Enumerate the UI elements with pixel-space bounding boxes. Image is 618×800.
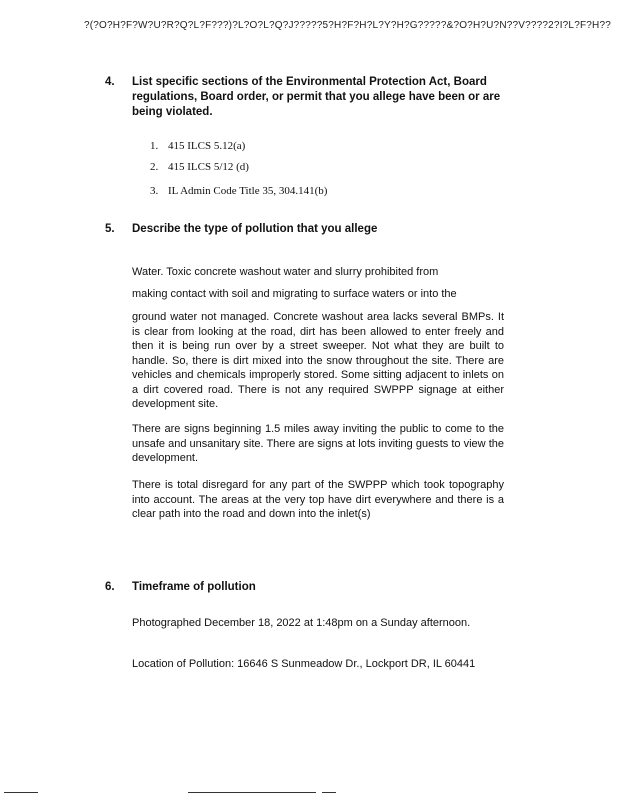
section-6-number: 6.: [105, 581, 115, 593]
pollution-paragraph-1: ground water not managed. Concrete washout area lacks several BMPs. It is clear from looking at the road, dirt has been allowed to enter freely and then it is being run over by a street sweeper. Not what they are built to handle. So, there is dirt mixed into the snow throughout the site. There are vehicles and chemicals improperly stored. Some sitting adjacent to inlets on a dirt covered road. There is not any required SWPPP signage at either development site.: [132, 311, 504, 410]
pollution-paragraph-2: There are signs beginning 1.5 miles away inviting the public to come to the unsafe and unsanitary site. There are signs at lots inviting guests to view the development.: [132, 423, 504, 464]
law-item-number: 2.: [150, 161, 159, 173]
law-item-number: 3.: [150, 185, 159, 197]
section-5-heading: Describe the type of pollution that you allege: [132, 223, 378, 235]
section-5-number: 5.: [105, 223, 115, 235]
pollution-paragraph-3: There is total disregard for any part of the SWPPP which took topography into account. The areas at the very top have dirt everywhere and there is a clear path into the road and down into the inlet(s): [132, 479, 504, 520]
law-item-text: 415 ILCS 5/12 (d): [168, 161, 249, 173]
law-item-text: IL Admin Code Title 35, 304.141(b): [168, 185, 328, 197]
law-item: [150, 185, 327, 197]
law-item-number: 1.: [150, 140, 159, 152]
timeframe-paragraph: Photographed December 18, 2022 at 1:48pm on a Sunday afternoon.: [132, 617, 471, 629]
section-4-heading: List specific sections of the Environmental Protection Act, Board regulations, Board order, or permit that you allege have been or are being violated.: [132, 76, 501, 118]
section-4-number: 4.: [105, 76, 115, 88]
footer-rule: [188, 792, 316, 793]
location-paragraph: Location of Pollution: 16646 S Sunmeadow Dr., Lockport DR, IL 60441: [132, 658, 476, 670]
footer-rule: [4, 792, 38, 793]
law-item: [150, 140, 245, 152]
law-item: [150, 161, 249, 173]
footer-rule: [322, 792, 336, 793]
pollution-line-2: making contact with soil and migrating to surface waters or into the: [132, 288, 457, 300]
pollution-line-1: Water. Toxic concrete washout water and slurry prohibited from: [132, 266, 439, 278]
document-header-code: ?(?O?H?F?W?U?R?Q?L?F???)?L?O?L?Q?J?????5?H?F?H?L?Y?H?G?????&?O?H?U?N??V????2?I?L?F?H??: [84, 20, 611, 31]
section-6-heading: Timeframe of pollution: [132, 581, 256, 593]
law-item-text: 415 ILCS 5.12(a): [168, 140, 246, 152]
